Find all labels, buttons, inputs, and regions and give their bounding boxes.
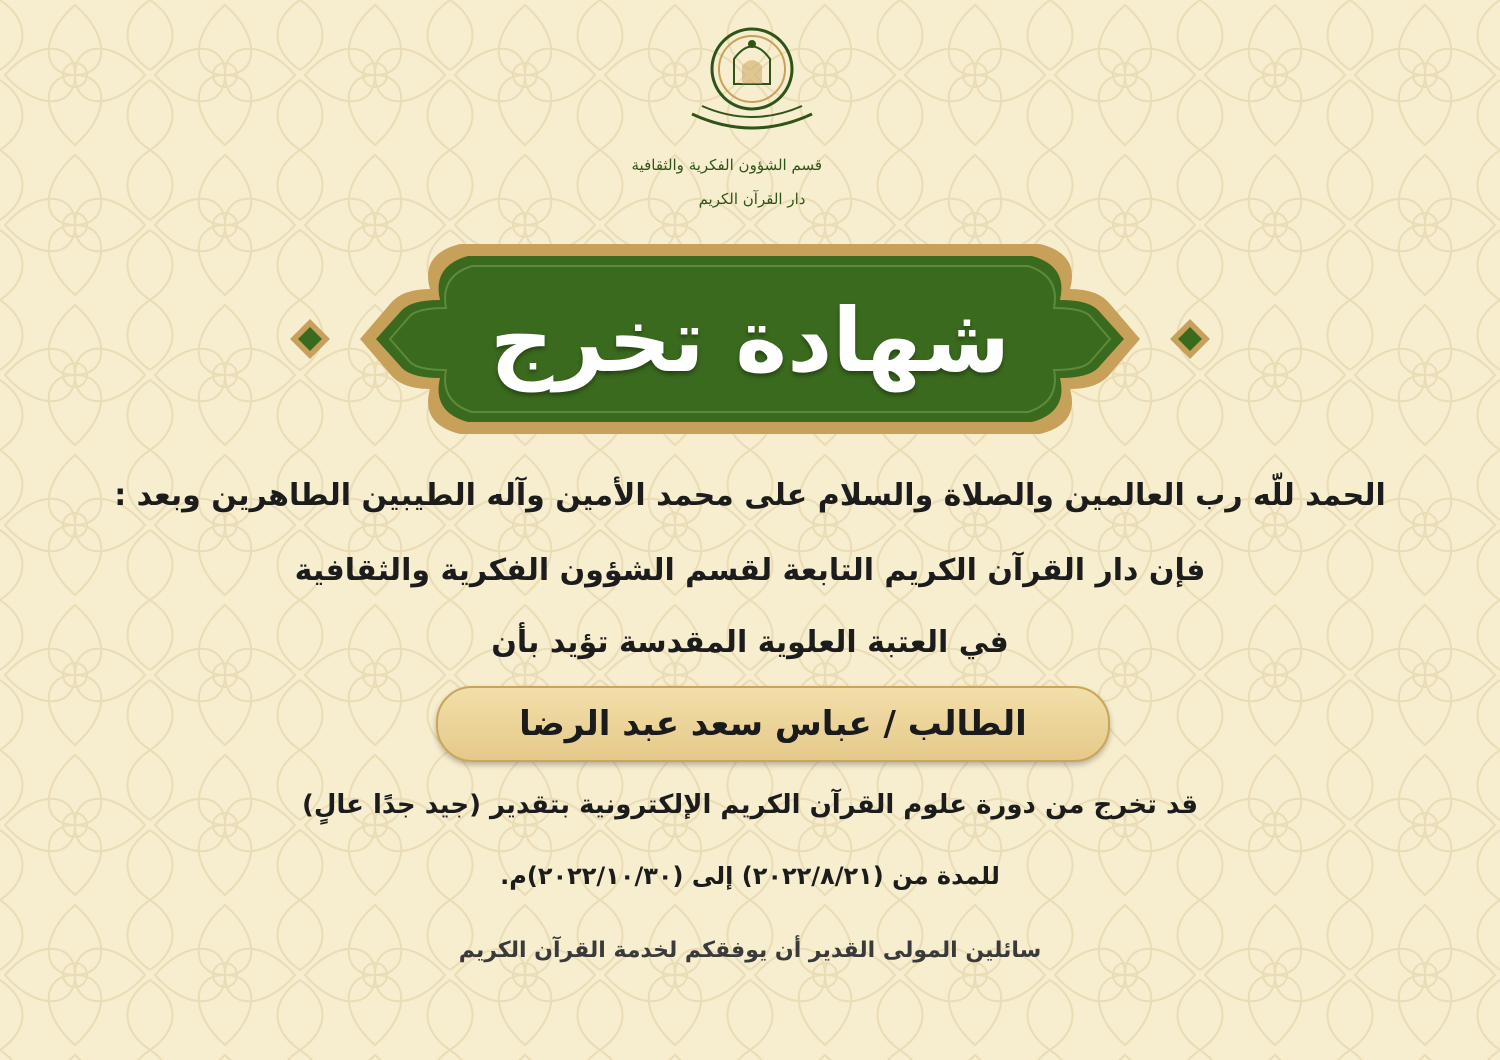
shrine-line: في العتبة العلوية المقدسة تؤيد بأن: [491, 625, 1009, 660]
issuer-line: فإن دار القرآن الكريم التابعة لقسم الشؤون الفكرية والثقافية: [294, 553, 1206, 588]
closing-line: سائلين المولى القدير أن يوفقكم لخدمة القرآن الكريم: [458, 938, 1042, 963]
logo-house-line: دار القرآن الكريم: [698, 190, 806, 208]
course-line: قد تخرج من دورة علوم القرآن الكريم الإلكترونية بتقدير (جيد جدًا عالٍ): [301, 790, 1199, 820]
shrine-logo: [631, 14, 822, 224]
certificate-title: شهادة تخرج: [489, 288, 1011, 392]
intro-line: الحمد للّه رب العالمين والصلاة والسلام على محمد الأمين وآله الطيبين الطاهرين وبعد :: [114, 478, 1386, 513]
student-name-pill: الطالب / عباس سعد عبد الرضا: [436, 686, 1110, 762]
emblem-icon: [682, 14, 822, 154]
logo-department-line: قسم الشؤون الفكرية والثقافية: [631, 156, 822, 174]
period-line: للمدة من (٢٠٢٢/٨/٢١) إلى (٢٠٢٢/١٠/٣٠)م.: [500, 862, 1000, 890]
